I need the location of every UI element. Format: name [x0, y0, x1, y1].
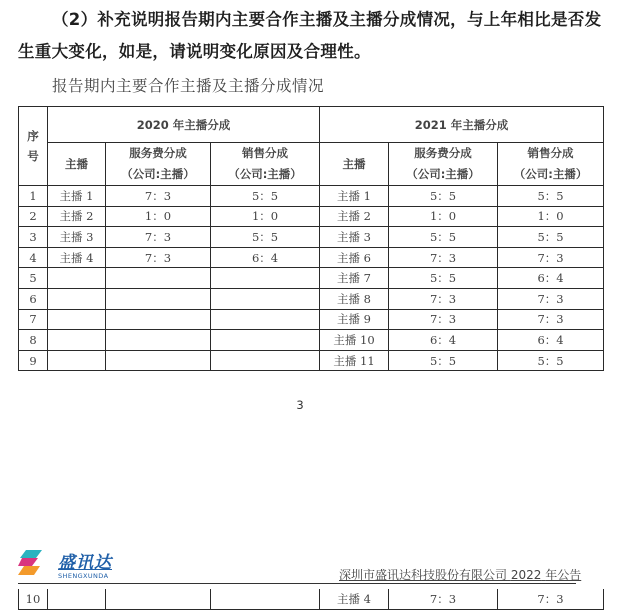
service-fee-header-2021: 服务费分成 （公司:主播） [389, 143, 498, 186]
table-row [19, 227, 604, 248]
sales-split-2020 [211, 268, 320, 289]
company-announcement-label: 深圳市盛讯达科技股份有限公司 2022 年公告 [339, 568, 582, 582]
anchor-2021: 主播 7 [320, 268, 389, 289]
anchor-2020 [48, 309, 106, 330]
index-header: 序号 [19, 107, 48, 186]
header-2020: 2020 年主播分成 [48, 107, 320, 143]
row-index: 7 [19, 309, 48, 330]
sales-split-2021: 1：0 [498, 206, 604, 227]
sales-split-2021: 7：3 [498, 247, 604, 268]
sales-split-2020 [211, 288, 320, 309]
anchor-2021: 主播 3 [320, 227, 389, 248]
service-split-2021: 5：5 [389, 227, 498, 248]
row-index: 2 [19, 206, 48, 227]
sales-split-2021: 7：3 [498, 309, 604, 330]
table-row [19, 268, 604, 289]
service-split-2021: 7：3 [389, 247, 498, 268]
sales-split-2020: 5：5 [211, 227, 320, 248]
service-split-2021: 5：5 [389, 268, 498, 289]
anchor-2020 [48, 330, 106, 351]
row-index: 10 [19, 589, 48, 610]
row-index: 9 [19, 350, 48, 371]
sales-split-2020: 1：0 [211, 206, 320, 227]
anchor-2020: 主播 4 [48, 247, 106, 268]
service-split-2021: 1：0 [389, 206, 498, 227]
sales-split-2021: 6：4 [498, 330, 604, 351]
service-split-2020: 7：3 [106, 227, 211, 248]
service-split-2021: 7：3 [389, 589, 498, 610]
row-index: 6 [19, 288, 48, 309]
service-split-2021: 5：5 [389, 186, 498, 207]
anchor-2021: 主播 11 [320, 350, 389, 371]
logo-chinese-name: 盛讯达 [58, 553, 112, 573]
anchor-2020: 主播 1 [48, 186, 106, 207]
anchor-2021: 主播 4 [320, 589, 389, 610]
service-split-2020 [106, 309, 211, 330]
page-number: 3 [296, 398, 304, 412]
anchor-2020: 主播 3 [48, 227, 106, 248]
table-row [19, 186, 604, 207]
anchor-2021: 主播 6 [320, 247, 389, 268]
anchor-header-2021: 主播 [320, 143, 389, 186]
sales-split-2021: 7：3 [498, 589, 604, 610]
service-split-2021: 5：5 [389, 350, 498, 371]
sales-split-2020: 5：5 [211, 186, 320, 207]
table-row [19, 247, 604, 268]
service-split-2020 [106, 330, 211, 351]
sales-split-2020 [211, 350, 320, 371]
anchor-2021: 主播 9 [320, 309, 389, 330]
service-split-2021: 6：4 [389, 330, 498, 351]
anchor-2020 [48, 589, 106, 610]
row-index: 8 [19, 330, 48, 351]
sales-split-2021: 6：4 [498, 268, 604, 289]
sales-split-2020: 6：4 [211, 247, 320, 268]
anchor-2021: 主播 1 [320, 186, 389, 207]
company-logo [18, 548, 128, 584]
service-split-2020 [106, 589, 211, 610]
sales-split-2020 [211, 309, 320, 330]
anchor-2021: 主播 8 [320, 288, 389, 309]
anchor-2020 [48, 268, 106, 289]
anchor-2020 [48, 350, 106, 371]
sales-header-2020: 销售分成 （公司:主播） [211, 143, 320, 186]
service-split-2021: 7：3 [389, 288, 498, 309]
service-split-2020 [106, 288, 211, 309]
row-index: 3 [19, 227, 48, 248]
sales-split-2020 [211, 589, 320, 610]
footer-divider [18, 583, 576, 584]
service-split-2020 [106, 268, 211, 289]
anchor-2020: 主播 2 [48, 206, 106, 227]
anchor-2021: 主播 10 [320, 330, 389, 351]
anchor-split-table [18, 106, 604, 371]
service-split-2020: 1：0 [106, 206, 211, 227]
sales-split-2021: 7：3 [498, 288, 604, 309]
anchor-2021: 主播 2 [320, 206, 389, 227]
header-2021: 2021 年主播分成 [320, 107, 604, 143]
table-row [19, 350, 604, 371]
service-split-2020: 7：3 [106, 186, 211, 207]
row-index: 1 [19, 186, 48, 207]
table-row [19, 288, 604, 309]
sales-split-2021: 5：5 [498, 227, 604, 248]
service-split-2021: 7：3 [389, 309, 498, 330]
sales-split-2020 [211, 330, 320, 351]
service-split-2020: 7：3 [106, 247, 211, 268]
logo-english-name: SHENGXUNDA [58, 572, 109, 580]
sales-header-2021: 销售分成 （公司:主播） [498, 143, 604, 186]
question-line-2: 生重大变化，如是，请说明变化原因及合理性。 [18, 42, 371, 61]
service-split-2020 [106, 350, 211, 371]
sales-split-2021: 5：5 [498, 186, 604, 207]
anchor-header-2020: 主播 [48, 143, 106, 186]
question-line-1: （2）补充说明报告期内主要合作主播及主播分成情况，与上年相比是否发 [52, 10, 602, 29]
row-index: 4 [19, 247, 48, 268]
table-row [19, 330, 604, 351]
service-fee-header-2020: 服务费分成 （公司:主播） [106, 143, 211, 186]
continued-table-row [18, 589, 604, 610]
sales-split-2021: 5：5 [498, 350, 604, 371]
logo-mark-icon [18, 548, 44, 578]
anchor-2020 [48, 288, 106, 309]
table-row [19, 206, 604, 227]
row-index: 5 [19, 268, 48, 289]
table-caption: 报告期内主要合作主播及主播分成情况 [52, 77, 325, 95]
table-row [19, 309, 604, 330]
